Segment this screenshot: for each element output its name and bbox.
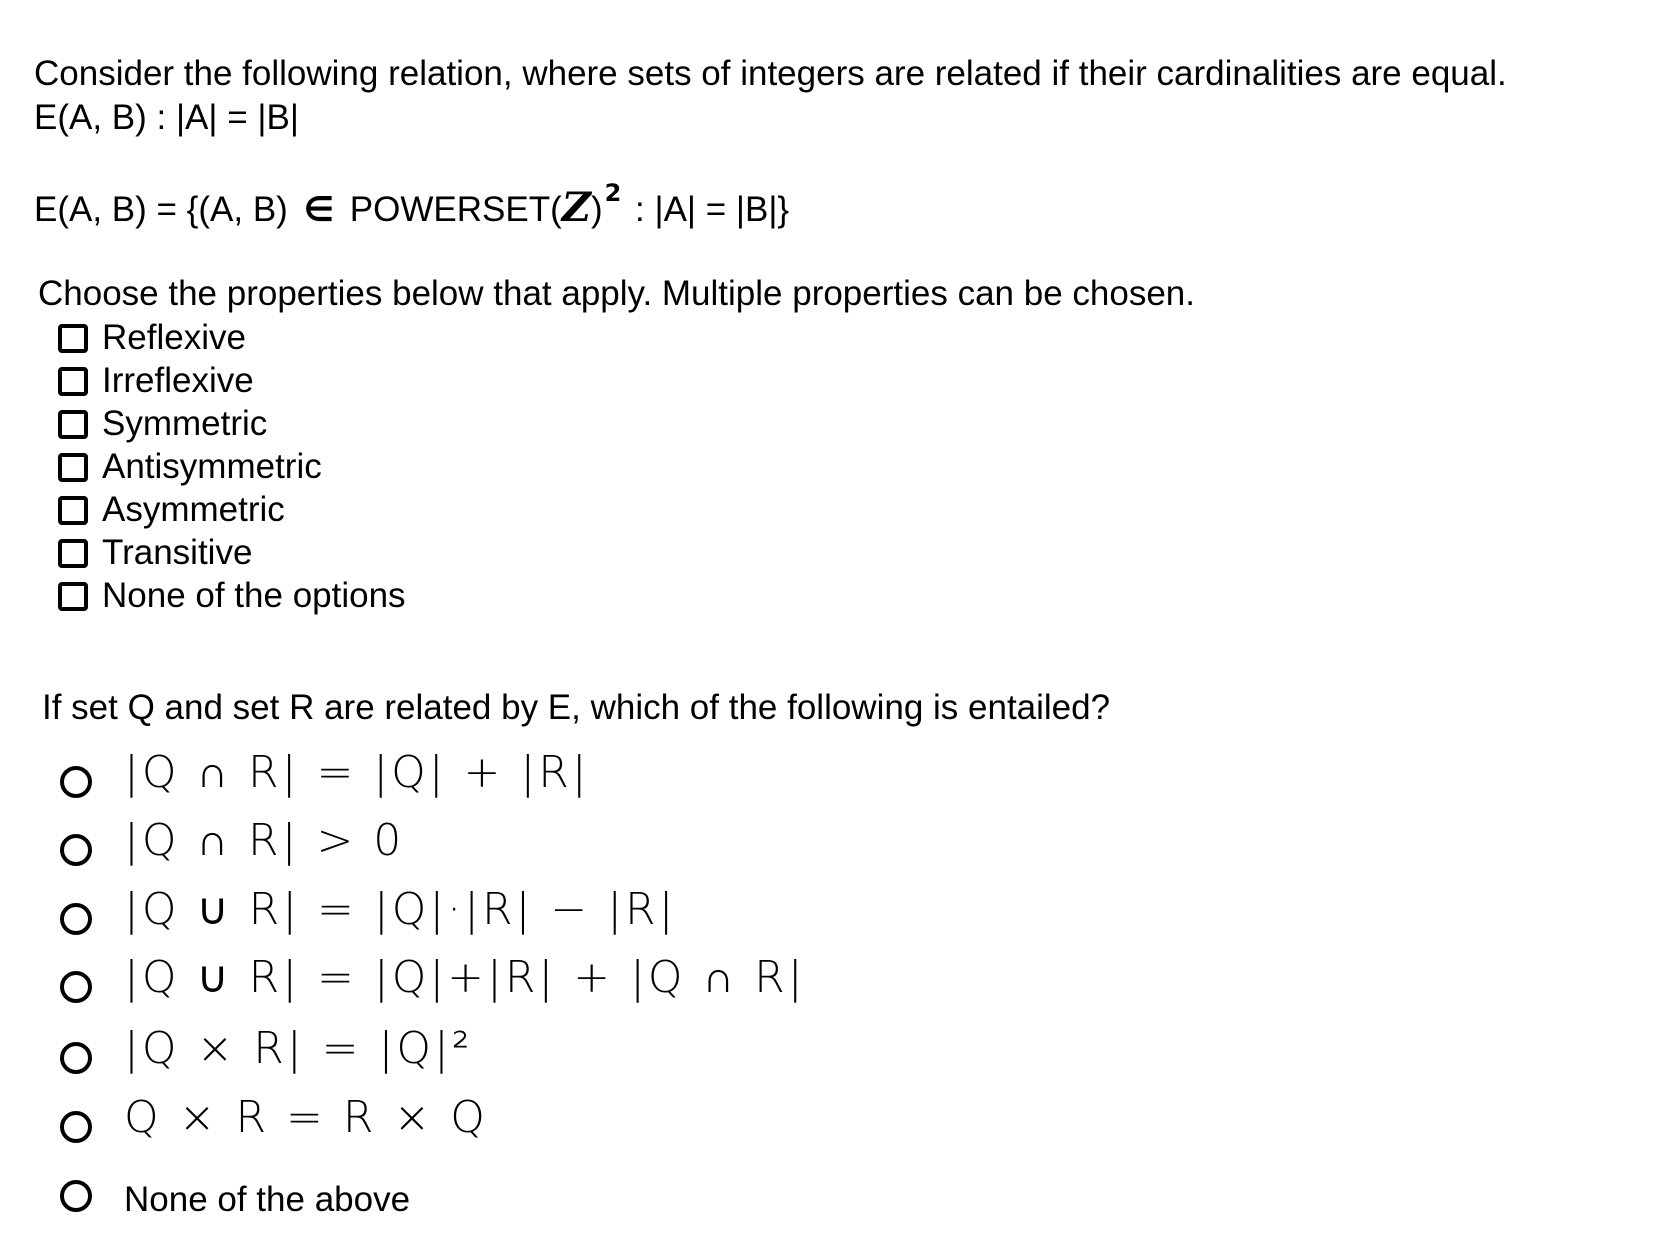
- checkbox[interactable]: [58, 453, 88, 482]
- set-suffix: : |A| = |B|}: [635, 190, 790, 229]
- option-label: Symmetric: [102, 404, 268, 443]
- q2-radio-7[interactable]: [60, 1180, 92, 1212]
- element-of-symbol: ∈: [303, 191, 335, 229]
- q2-radio-5[interactable]: [60, 1042, 92, 1074]
- intro-line-2: E(A, B) : |A| = |B|: [34, 98, 299, 137]
- checkbox[interactable]: [58, 496, 88, 525]
- checkbox[interactable]: [58, 410, 88, 439]
- intro-line-1: Consider the following relation, where sets of integers are related if their cardinalities are equal.: [34, 54, 1507, 93]
- option-label: Reflexive: [102, 318, 246, 357]
- option-label: Transitive: [102, 533, 253, 572]
- option-label: Antisymmetric: [102, 447, 322, 486]
- q1-option-transitive[interactable]: [58, 533, 252, 573]
- q2-prompt: If set Q and set R are related by E, which of the following is entailed?: [42, 688, 1111, 727]
- powerset-label: POWERSET(: [349, 190, 562, 229]
- q2-radio-1[interactable]: [60, 766, 92, 798]
- option-label: Irreflexive: [102, 361, 254, 400]
- integers-symbol: Z: [561, 184, 591, 231]
- checkbox[interactable]: [58, 582, 88, 611]
- checkbox[interactable]: [58, 539, 88, 568]
- q2-option-3: |Q ∪ R| = |Q|·|R| − |R|: [124, 884, 677, 935]
- q2-option-4: |Q ∪ R| = |Q|+|R| + |Q ∩ R|: [124, 952, 806, 1003]
- checkbox[interactable]: [58, 367, 88, 396]
- close-paren: ): [590, 190, 603, 229]
- option-label: None of the options: [102, 576, 406, 615]
- q2-radio-6[interactable]: [60, 1111, 92, 1143]
- option-label: Asymmetric: [102, 490, 285, 529]
- q2-option-2: |Q ∩ R| > 0: [124, 815, 405, 866]
- set-prefix: E(A, B) = {(A, B): [34, 190, 288, 229]
- q1-option-antisymmetric[interactable]: [58, 447, 322, 487]
- q1-option-asymmetric[interactable]: [58, 490, 285, 530]
- q2-option-6: Q × R = R × Q: [124, 1092, 488, 1143]
- q1-prompt: Choose the properties below that apply. Multiple properties can be chosen.: [38, 274, 1195, 313]
- q1-option-none[interactable]: [58, 576, 406, 616]
- q2-option-1: |Q ∩ R| = |Q| + |R|: [124, 747, 590, 798]
- checkbox[interactable]: [58, 324, 88, 353]
- q1-option-reflexive[interactable]: [58, 318, 246, 358]
- q1-option-irreflexive[interactable]: [58, 361, 254, 401]
- q1-option-symmetric[interactable]: [58, 404, 267, 444]
- exponent: 2: [604, 179, 622, 207]
- q2-radio-4[interactable]: [60, 971, 92, 1003]
- relation-definition: [34, 179, 790, 233]
- q2-radio-2[interactable]: [60, 834, 92, 866]
- q2-radio-3[interactable]: [60, 903, 92, 935]
- q2-option-5: |Q × R| = |Q|²: [124, 1023, 473, 1074]
- q2-option-7: None of the above: [124, 1180, 411, 1219]
